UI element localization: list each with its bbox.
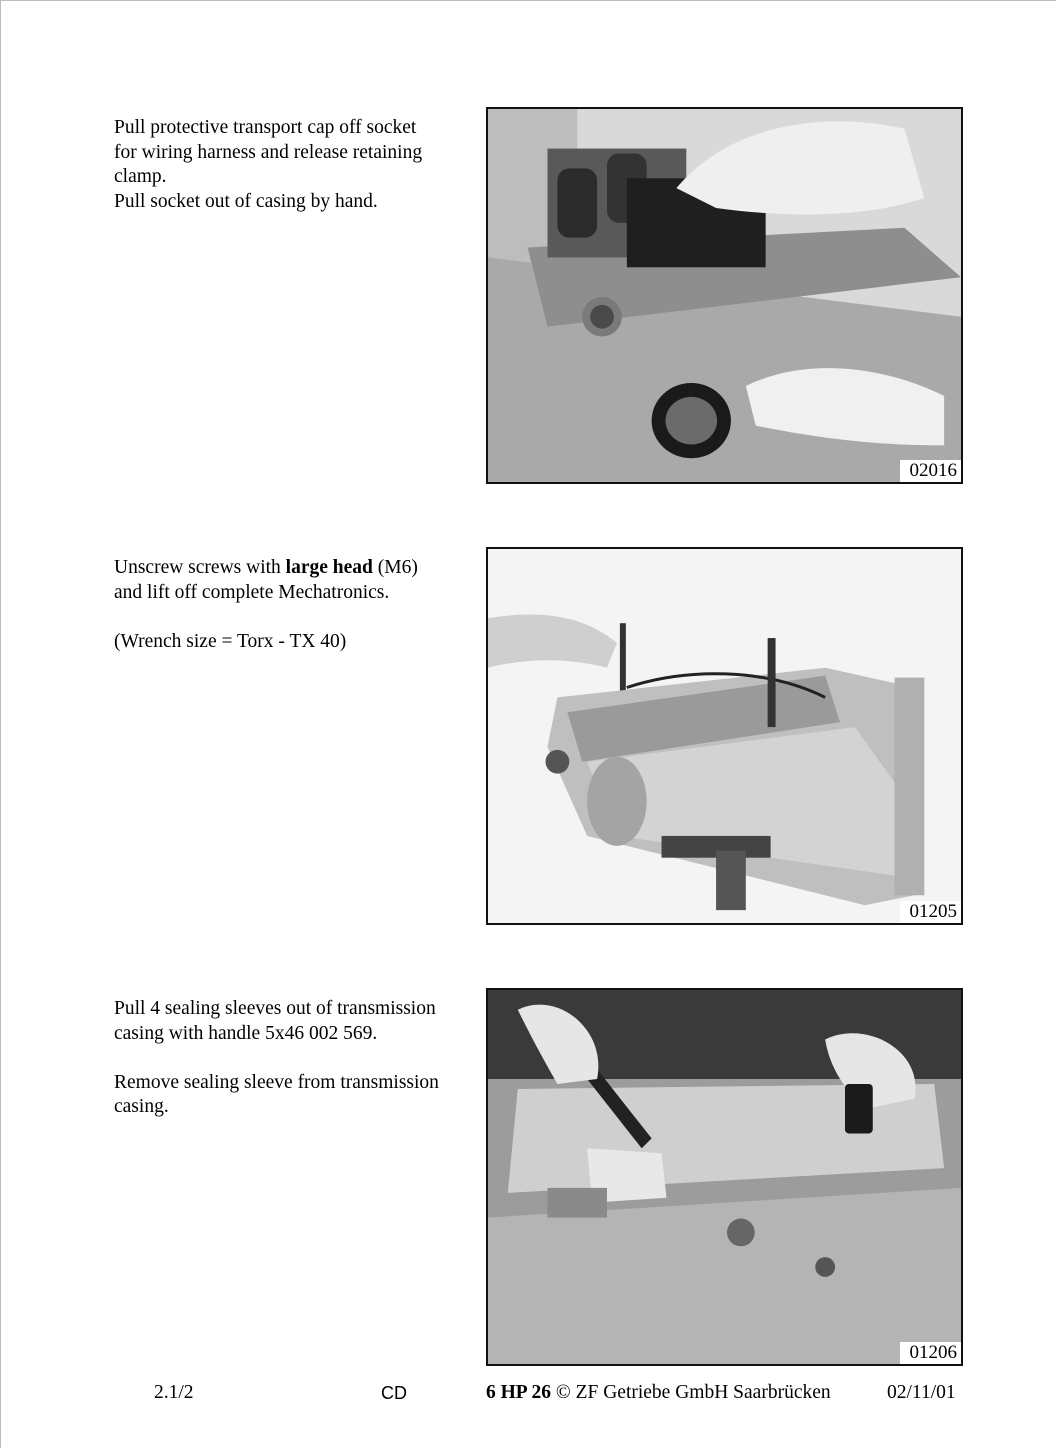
footer-copyright: © ZF Getriebe GmbH Saarbrücken xyxy=(555,1382,831,1403)
step-3-spacer xyxy=(114,1046,474,1071)
footer-model: 6 HP 26 xyxy=(486,1382,552,1403)
figure-1-number: 02016 xyxy=(900,460,962,482)
step-2-line-1-bold: large head xyxy=(285,557,373,578)
footer-page-number: 2.1/2 xyxy=(154,1382,194,1403)
figure-2-illustration xyxy=(488,549,961,923)
page-border-left xyxy=(0,0,1,1448)
figure-3-illustration xyxy=(488,990,961,1364)
step-2-line-3: (Wrench size = Torx - TX 40) xyxy=(114,630,347,652)
step-2-line-2: and lift off complete Mechatronics. xyxy=(114,581,390,603)
footer-title xyxy=(486,1381,831,1405)
step-1-line-1: Pull protective transport cap off socket xyxy=(114,117,417,138)
step-1-line-4: Pull socket out of casing by hand. xyxy=(114,190,378,212)
step-2-line-1-post: (M6) xyxy=(372,557,418,578)
figure-3-number: 01206 xyxy=(900,1342,962,1364)
step-2-spacer xyxy=(114,605,474,630)
page-border-top xyxy=(0,0,1056,1)
step-1-line-3: clamp. xyxy=(114,166,167,187)
step-3-line-3: Remove sealing sleeve from transmission xyxy=(114,1071,439,1093)
step-2-text xyxy=(114,556,474,654)
figure-2-number: 01205 xyxy=(900,901,962,923)
step-1-text xyxy=(114,116,474,214)
step-2-line-1-pre: Unscrew screws with xyxy=(114,557,286,578)
step-3-line-4: casing. xyxy=(114,1096,169,1117)
figure-1-photo xyxy=(486,107,963,484)
step-3-line-1: Pull 4 sealing sleeves out of transmission xyxy=(114,998,436,1019)
footer-date: 02/11/01 xyxy=(887,1382,956,1403)
step-3-line-2: casing with handle 5x46 002 569. xyxy=(114,1022,378,1044)
step-2-line-1 xyxy=(114,556,474,581)
figure-3-photo xyxy=(486,988,963,1366)
step-1-line-2: for wiring harness and release retaining xyxy=(114,141,423,163)
figure-1-illustration xyxy=(488,109,961,482)
figure-2-photo xyxy=(486,547,963,925)
footer-code: CD xyxy=(381,1383,407,1403)
step-3-text xyxy=(114,997,474,1120)
